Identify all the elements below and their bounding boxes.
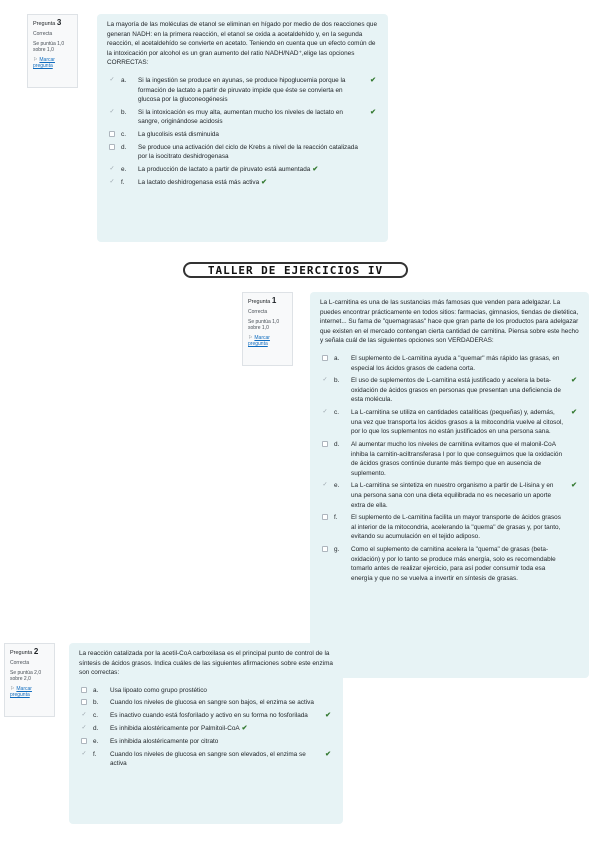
- flag-question-link[interactable]: ⚐ Marcar pregunta: [33, 56, 55, 70]
- question-text: La L-carnitina es una de las sustancias más famosas que venden para adelgazar. La puedes encontrar prácticamente en todos sitios: farmacias, gimnasios, tiendas de dietética, internet... Su fama de "quemagrasas" hace que gran parte de los productos para adelgazar que existen en el mercado contengan cierta cantidad de carnitina. Piensa sobre este hecho y señala cuál de las siguientes opciones son VERDADERAS:: [320, 299, 579, 345]
- question-number: Pregunta 3: [33, 18, 62, 27]
- answer-letter: g.: [334, 546, 340, 554]
- checkmark-icon[interactable]: ✓: [109, 108, 115, 115]
- checkbox[interactable]: [81, 687, 87, 693]
- answer-text: Al aumentar mucho los niveles de carnitina evitamos que el malonil-CoA inhiba la carnitin-aciltransferasa I por lo que conseguimos que la oxidación de ácidos grasos continúe durante más tiempo que en ausencia de suplemento.: [351, 440, 563, 477]
- correct-icon: ✔: [325, 750, 331, 758]
- answer-text: Cuando los niveles de glucosa en sangre son bajos, el enzima se activa: [110, 699, 314, 707]
- question-info-3: [27, 14, 78, 88]
- answer-text: Es inhibida alostéricamente por Palmitoil-CoA: [110, 724, 240, 732]
- answer-text: Cuando los niveles de glucosa en sangre son elevados, el enzima se activa: [110, 750, 306, 768]
- answer-text: La producción de lactato a partir de piruvato está aumentada: [138, 165, 311, 173]
- answer-letter: e.: [93, 738, 99, 746]
- flag-question-link[interactable]: ⚐ Marcar pregunta: [10, 685, 32, 699]
- answer-option-a[interactable]: [107, 76, 378, 105]
- checkmark-icon[interactable]: ✓: [109, 165, 115, 172]
- answer-list: [79, 686, 333, 769]
- answer-letter: f.: [121, 179, 125, 187]
- checkbox[interactable]: [81, 738, 87, 744]
- correct-icon: ✔: [571, 409, 577, 417]
- answer-text: La glucolisis está disminuida: [138, 131, 219, 139]
- answer-letter: b.: [334, 377, 340, 385]
- question-number: Pregunta 1: [248, 296, 277, 305]
- answer-option-c[interactable]: [320, 408, 579, 437]
- answer-option-e[interactable]: [320, 481, 579, 510]
- correct-icon: ✔: [370, 108, 376, 116]
- question-state: Correcta: [248, 309, 268, 316]
- answer-text: La lactato deshidrogenasa está más activa: [138, 179, 260, 187]
- answer-text: Si la ingestión se produce en ayunas, se produce hipoglucemia porque la formación de lactato a partir de piruvato impide que éste se convierta en glucosa por la gluconeogénesis: [138, 77, 346, 104]
- answer-text: La L-carnitina se sintetiza en nuestro organismo a partir de L-lisina y en una persona sana con una dieta equilibrada no es necesario un aporte extra de ella.: [351, 482, 554, 509]
- answer-text: El suplemento de L-carnitina facilita un mayor transporte de ácidos grasos al interior de la mitocondria, acelerando la "quema" de grasas y, por tanto, evitando su acumulación en el tejido adiposo.: [351, 514, 561, 541]
- question-grade: Se puntúa 2,0 sobre 2,0: [10, 669, 42, 683]
- answer-letter: b.: [121, 108, 127, 116]
- answer-option-d[interactable]: [320, 440, 579, 478]
- checkbox[interactable]: [322, 546, 328, 552]
- answer-text: Es inactivo cuando está fosforilado y activo en su forma no fosforilada: [110, 712, 308, 720]
- question-text: La mayoría de las moléculas de etanol se eliminan en hígado por medio de dos reacciones que generan NADH: en la primera reacción, el etanol se oxida a acetaldehído y, en la segunda reacción, el acetaldehído se convierte en acetato. Teniendo en cuenta que un efecto común de la intoxicación por alcohol es un gran aumento del ratio NADH/NAD⁺,elige las opciones CORRECTAS:: [107, 21, 377, 67]
- question-state: Correcta: [10, 660, 30, 667]
- question-text: La reacción catalizada por la acetil-CoA carboxilasa es el principal punto de control de la síntesis de ácidos grasos. Indica cuáles de las siguientes afirmaciones sobre este enzima son correctas:: [79, 650, 333, 677]
- answer-letter: f.: [334, 514, 338, 522]
- answer-option-d[interactable]: [79, 724, 333, 735]
- answer-text: Usa lipoato como grupo prostético: [110, 686, 207, 694]
- checkmark-icon[interactable]: ✓: [81, 712, 87, 719]
- answer-option-e[interactable]: [79, 737, 333, 747]
- question-number: Pregunta 2: [10, 647, 39, 656]
- correct-icon: ✔: [241, 724, 248, 732]
- checkbox[interactable]: [322, 355, 328, 361]
- answer-letter: a.: [121, 77, 127, 85]
- checkbox[interactable]: [322, 441, 328, 447]
- answer-letter: d.: [121, 143, 127, 151]
- checkmark-icon[interactable]: ✓: [322, 409, 328, 416]
- checkbox[interactable]: [322, 514, 328, 520]
- flag-question-link[interactable]: ⚐ Marcar pregunta: [248, 334, 270, 348]
- answer-text: Es inhibida alostéricamente por citrato: [110, 738, 219, 746]
- answer-letter: c.: [93, 712, 98, 720]
- question-grade: Se puntúa 1,0 sobre 1,0: [33, 40, 65, 54]
- answer-option-a[interactable]: [320, 354, 579, 373]
- answer-option-e[interactable]: [107, 165, 378, 176]
- correct-icon: ✔: [571, 377, 577, 385]
- question-info-1: [242, 292, 293, 366]
- checkbox[interactable]: [81, 699, 87, 705]
- answer-letter: a.: [334, 355, 340, 363]
- correct-icon: ✔: [571, 482, 577, 490]
- answer-letter: c.: [121, 131, 126, 139]
- answer-option-b[interactable]: [320, 376, 579, 405]
- correct-icon: ✔: [261, 179, 268, 187]
- checkbox[interactable]: [109, 131, 115, 137]
- question-info-2: [4, 643, 55, 717]
- answer-option-f[interactable]: [320, 513, 579, 542]
- flag-icon: ⚐: [10, 685, 15, 692]
- answer-option-c[interactable]: [107, 130, 378, 140]
- answer-list: [107, 76, 378, 189]
- answer-letter: f.: [93, 750, 97, 758]
- correct-icon: ✔: [312, 165, 319, 173]
- answer-text: El uso de suplementos de L-carnitina está justificado y acelera la beta-oxidación de ácidos grasos en personas que presentan una deficiencia de esta molécula.: [351, 377, 561, 404]
- answer-text: Se produce una activación del ciclo de Krebs a nivel de la reacción catalizada por la isocitrato deshidrogenasa: [138, 143, 358, 161]
- checkmark-icon[interactable]: ✓: [322, 482, 328, 489]
- answer-letter: a.: [93, 686, 99, 694]
- answer-letter: e.: [334, 482, 340, 490]
- answer-list: [320, 354, 579, 583]
- answer-letter: c.: [334, 409, 339, 417]
- answer-option-f[interactable]: [107, 178, 378, 189]
- question-content-3: [97, 14, 388, 242]
- checkmark-icon[interactable]: ✓: [109, 77, 115, 84]
- checkmark-icon[interactable]: ✓: [322, 377, 328, 384]
- answer-text: El suplemento de L-carnitina ayuda a "quemar" más rápido las grasas, en especial los ácidos grasos de cadena corta.: [351, 355, 560, 372]
- answer-letter: d.: [334, 440, 340, 448]
- answer-option-g[interactable]: [320, 545, 579, 583]
- answer-option-b[interactable]: [79, 698, 333, 708]
- flag-icon: ⚐: [33, 56, 38, 63]
- checkmark-icon[interactable]: ✓: [81, 750, 87, 757]
- flag-icon: ⚐: [248, 334, 253, 341]
- section-banner: [183, 262, 408, 278]
- answer-option-f[interactable]: [79, 750, 333, 769]
- correct-icon: ✔: [370, 77, 376, 85]
- banner-title: TALLER DE EJERCICIOS IV: [207, 263, 384, 277]
- correct-icon: ✔: [325, 712, 331, 720]
- checkmark-icon[interactable]: ✓: [109, 179, 115, 186]
- answer-option-c[interactable]: [79, 711, 333, 721]
- question-grade: Se puntúa 1,0 sobre 1,0: [248, 318, 280, 332]
- question-content-1: [310, 292, 589, 678]
- answer-option-a[interactable]: [79, 686, 333, 696]
- answer-letter: d.: [93, 724, 99, 732]
- answer-letter: b.: [93, 699, 99, 707]
- question-state: Correcta: [33, 31, 53, 38]
- checkmark-icon[interactable]: ✓: [81, 724, 87, 731]
- answer-text: La L-carnitina se utiliza en cantidades catalíticas (pequeñas) y, además, una vez que transporta los ácidos grasos a la mitocondria vuelve al citosol, por lo que los suplementos no están justificados en una persona sana.: [351, 409, 564, 436]
- answer-option-d[interactable]: [107, 143, 378, 162]
- answer-text: Como el suplemento de carnitina acelera la "quema" de grasas (beta-oxidación) y por lo tanto se produce más energía, solo es recomendable tomarlo antes de realizar ejercicio, para así poder consumir toda esa energía y que no se vuelva a invertir en síntesis de grasas.: [351, 546, 556, 582]
- checkbox[interactable]: [109, 144, 115, 150]
- question-content-2: [69, 643, 343, 824]
- answer-option-b[interactable]: [107, 108, 378, 127]
- answer-text: Si la intoxicación es muy alta, aumentan mucho los niveles de lactato en sangre, originándose acidosis: [138, 108, 343, 126]
- answer-letter: e.: [121, 165, 127, 173]
